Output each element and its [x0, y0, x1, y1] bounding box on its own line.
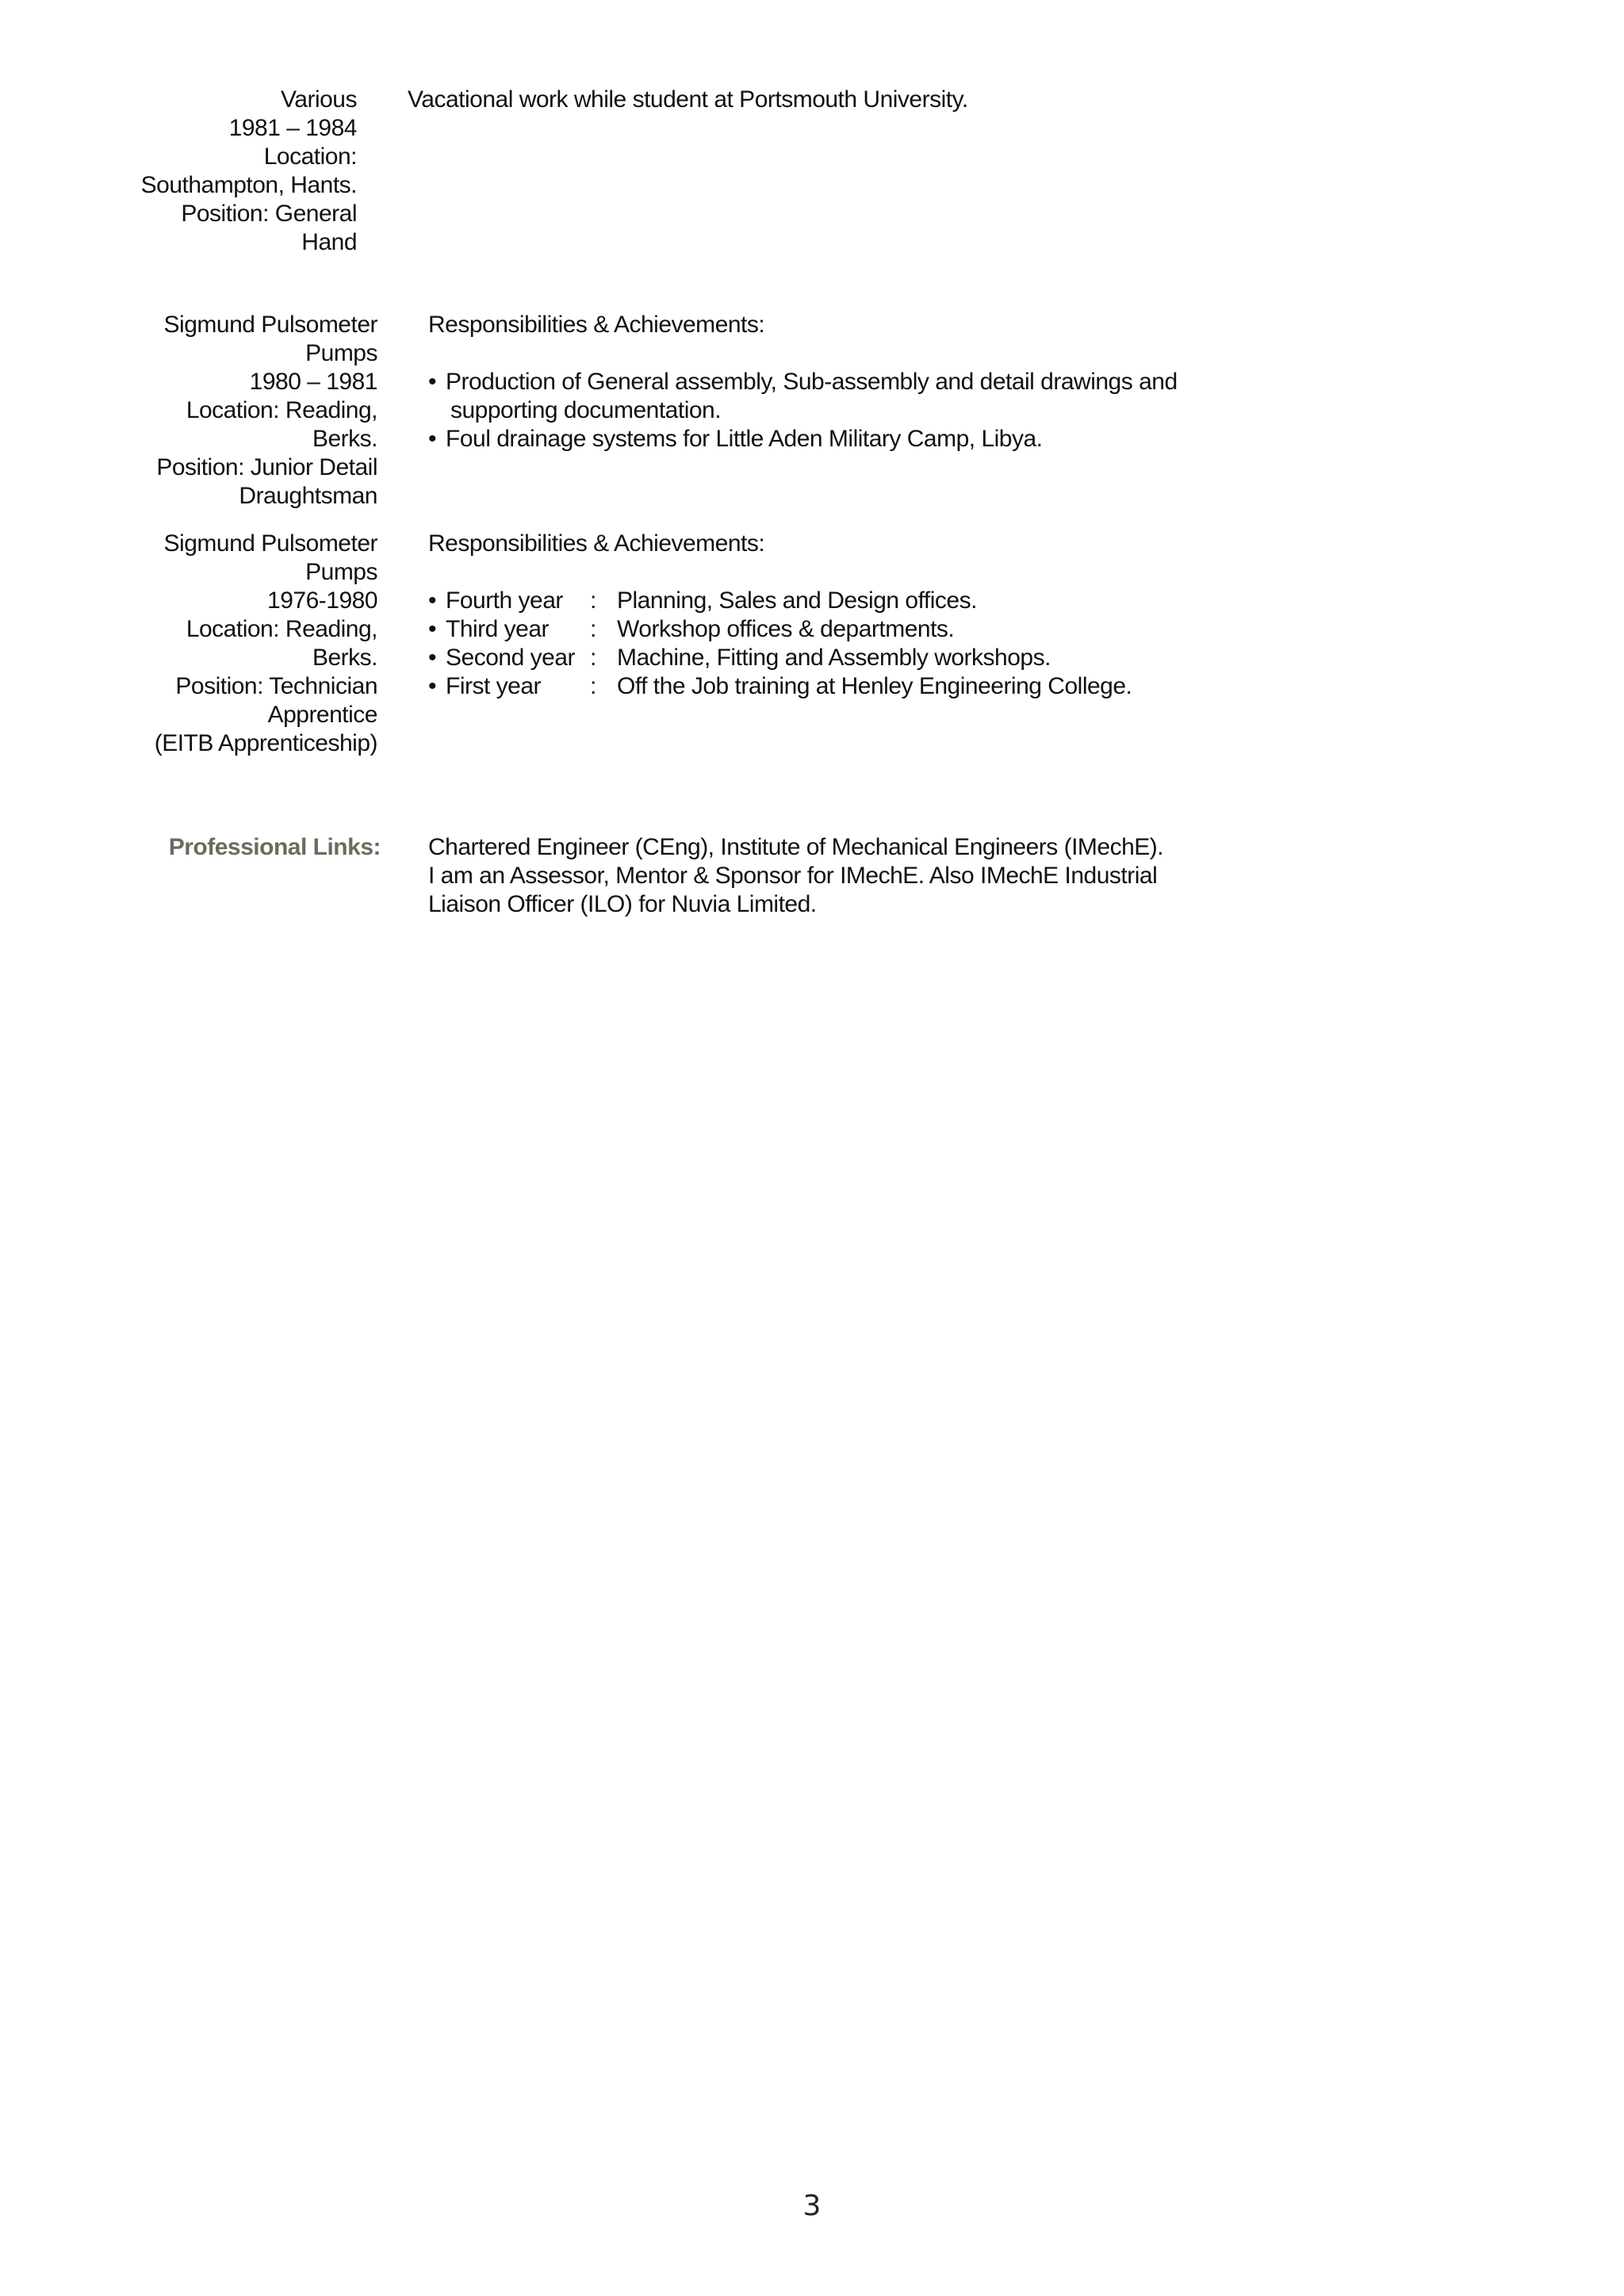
professional-links-label: Professional Links: [168, 834, 381, 860]
bullet-glyph: • [428, 616, 437, 642]
training-year-item [428, 672, 1132, 701]
entry-line: 1981 – 1984 [228, 115, 357, 141]
professional-links-line: I am an Assessor, Mentor & Sponsor for IMechE. Also IMechE Industrial [428, 863, 1158, 889]
entry-line: Berks. [312, 645, 377, 671]
bullet-glyph: • [428, 645, 437, 671]
entry-description-text: Vacational work while student at Portsmouth University. [408, 86, 968, 113]
training-year-description: Workshop offices & departments. [617, 616, 955, 642]
bullet-text: Foul drainage systems for Little Aden Military Camp, Libya. [446, 426, 1043, 452]
bullet-glyph: • [428, 426, 437, 452]
training-year-colon: : [590, 587, 596, 614]
entry-line: Berks. [312, 426, 377, 452]
entry-line: Sigmund Pulsometer [163, 312, 377, 338]
entry-draughtsman-responsibilities [428, 311, 1178, 453]
entry-line: Pumps [305, 340, 377, 366]
bullet-glyph: • [428, 369, 437, 395]
training-year-description: Planning, Sales and Design offices. [617, 587, 977, 614]
training-year-item [428, 644, 1132, 672]
entry-line: Position: Technician [175, 673, 377, 699]
entry-various-description [408, 86, 968, 114]
training-year-colon: : [590, 616, 596, 642]
training-year-item [428, 587, 1132, 615]
entry-line: Position: Junior Detail [156, 454, 377, 480]
training-year-item [428, 615, 1132, 644]
bullet-text: Production of General assembly, Sub-assembly and detail drawings and [446, 369, 1178, 395]
entry-line: Location: Reading, [186, 616, 377, 642]
entry-line: Location: Reading, [186, 397, 377, 423]
training-year-label: First year [446, 673, 542, 699]
bullet-glyph: • [428, 673, 437, 699]
bullet-continuation [428, 396, 1178, 425]
entry-line: Various [281, 86, 357, 113]
entry-apprentice-responsibilities [428, 530, 1132, 701]
entry-line: Pumps [305, 559, 377, 585]
training-year-description: Machine, Fitting and Assembly workshops. [617, 645, 1051, 671]
entry-line: Location: [263, 144, 357, 170]
responsibilities-heading: Responsibilities & Achievements: [428, 312, 765, 338]
entry-line: 1976-1980 [267, 587, 377, 614]
professional-links-text [428, 833, 1163, 919]
training-year-label: Fourth year [446, 587, 563, 614]
entry-draughtsman-details [156, 311, 377, 511]
entry-line: Sigmund Pulsometer [163, 530, 377, 557]
training-year-colon: : [590, 645, 596, 671]
entry-apprentice-details [155, 530, 377, 758]
training-year-colon: : [590, 673, 596, 699]
bullet-glyph: • [428, 587, 437, 614]
entry-line: (EITB Apprenticeship) [154, 730, 377, 756]
entry-line: 1980 – 1981 [249, 369, 377, 395]
entry-various-details [141, 86, 357, 257]
bullet-item [428, 425, 1178, 453]
training-year-label: Second year [446, 645, 575, 671]
page-number: 3 [802, 2190, 822, 2222]
professional-links-line: Chartered Engineer (CEng), Institute of Mechanical Engineers (IMechE). [428, 834, 1164, 860]
entry-line: Apprentice [267, 702, 377, 728]
entry-line: Position: General [181, 201, 357, 227]
bullet-item [428, 368, 1178, 396]
entry-line: Draughtsman [239, 483, 377, 509]
bullet-text: supporting documentation. [450, 397, 722, 423]
entry-line: Southampton, Hants. [140, 172, 357, 198]
training-year-label: Third year [446, 616, 550, 642]
responsibilities-heading: Responsibilities & Achievements: [428, 530, 765, 557]
training-year-description: Off the Job training at Henley Engineering College. [617, 673, 1132, 699]
entry-line: Hand [301, 229, 357, 255]
professional-links-line: Liaison Officer (ILO) for Nuvia Limited. [428, 891, 817, 917]
